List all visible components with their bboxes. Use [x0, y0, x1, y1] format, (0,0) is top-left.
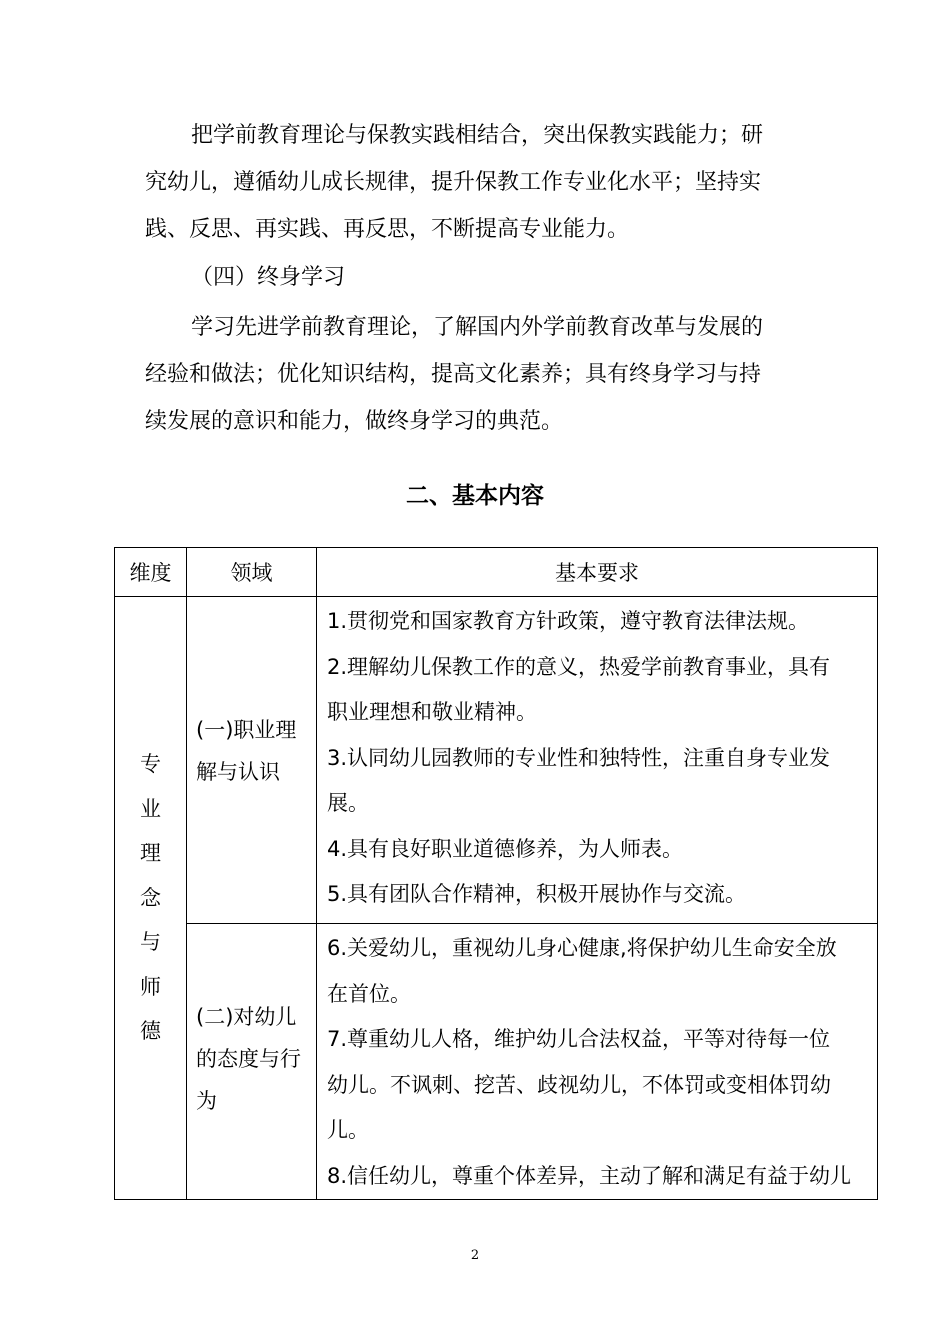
requirements-cell: [317, 597, 878, 924]
intro-paragraph: [145, 112, 825, 253]
requirement-line: 8.信任幼儿，尊重个体差异，主动了解和满足有益于幼儿: [327, 1163, 852, 1188]
domain-cell: [187, 597, 317, 924]
dimension-label: [115, 742, 186, 1054]
dimension-char: 专: [140, 752, 161, 777]
requirement-line: 在首位。: [327, 981, 411, 1006]
text-line: 续发展的意识和能力，做终身学习的典范。: [145, 409, 564, 434]
dimension-char: 与: [140, 930, 161, 955]
requirement-line: 职业理想和敬业精神。: [327, 700, 537, 724]
table-header-row: [115, 548, 878, 597]
requirement-line: 展。: [327, 791, 369, 815]
text-line: 学习先进学前教育理论，了解国内外学前教育改革与发展的: [191, 315, 764, 340]
page-number: 2: [470, 1248, 480, 1263]
section-title: 二、基本内容: [406, 483, 544, 509]
requirement-line: 4.具有良好职业道德修养，为人师表。: [327, 836, 684, 861]
subheading-lifelong-learning: （四）终身学习: [191, 265, 346, 290]
domain-label: (一)职业理 解与认识: [196, 718, 297, 784]
domain-cell: [187, 924, 317, 1200]
text-line: 经验和做法；优化知识结构，提高文化素养；具有终身学习与持: [145, 362, 762, 387]
table-row: [115, 597, 878, 924]
requirement-line: 幼儿。不讽刺、挖苦、歧视幼儿，不体罚或变相体罚幼: [327, 1072, 831, 1097]
requirement-line: 2.理解幼儿保教工作的意义，热爱学前教育事业，具有: [327, 654, 831, 679]
requirement-line: 儿。: [327, 1118, 369, 1142]
requirements-list: [327, 924, 873, 1199]
requirements-list: [327, 597, 873, 918]
dimension-char: 业: [140, 796, 161, 821]
domain-label: (二)对幼儿 的态度与行 为: [196, 1005, 301, 1113]
text-line: 究幼儿，遵循幼儿成长规律，提升保教工作专业化水平；坚持实: [145, 170, 762, 195]
table-row: [115, 924, 878, 1200]
dimension-char: 念: [140, 885, 161, 910]
dimension-char: 德: [140, 1019, 161, 1044]
dimension-char: 师: [140, 974, 161, 999]
header-requirements: 基本要求: [317, 548, 878, 597]
requirement-line: 7.尊重幼儿人格，维护幼儿合法权益，平等对待每一位: [327, 1027, 831, 1051]
header-domain: 领域: [187, 548, 317, 597]
requirement-line: 6.关爱幼儿，重视幼儿身心健康,将保护幼儿生命安全放: [327, 936, 837, 960]
basic-content-table: [114, 547, 878, 1200]
dimension-cell: [115, 597, 187, 1200]
text-line: 把学前教育理论与保教实践相结合，突出保教实践能力；研: [191, 123, 764, 148]
requirement-line: 3.认同幼儿园教师的专业性和独特性，注重自身专业发: [327, 745, 831, 770]
dimension-char: 理: [140, 841, 161, 866]
requirements-cell: [317, 924, 878, 1200]
lifelong-paragraph: [145, 304, 825, 445]
requirement-line: 5.具有团队合作精神，积极开展协作与交流。: [327, 882, 747, 906]
header-dimension: 维度: [115, 548, 187, 597]
text-line: 践、反思、再实践、再反思，不断提高专业能力。: [145, 217, 630, 242]
requirement-line: 1.贯彻党和国家教育方针政策，遵守教育法律法规。: [327, 609, 810, 633]
